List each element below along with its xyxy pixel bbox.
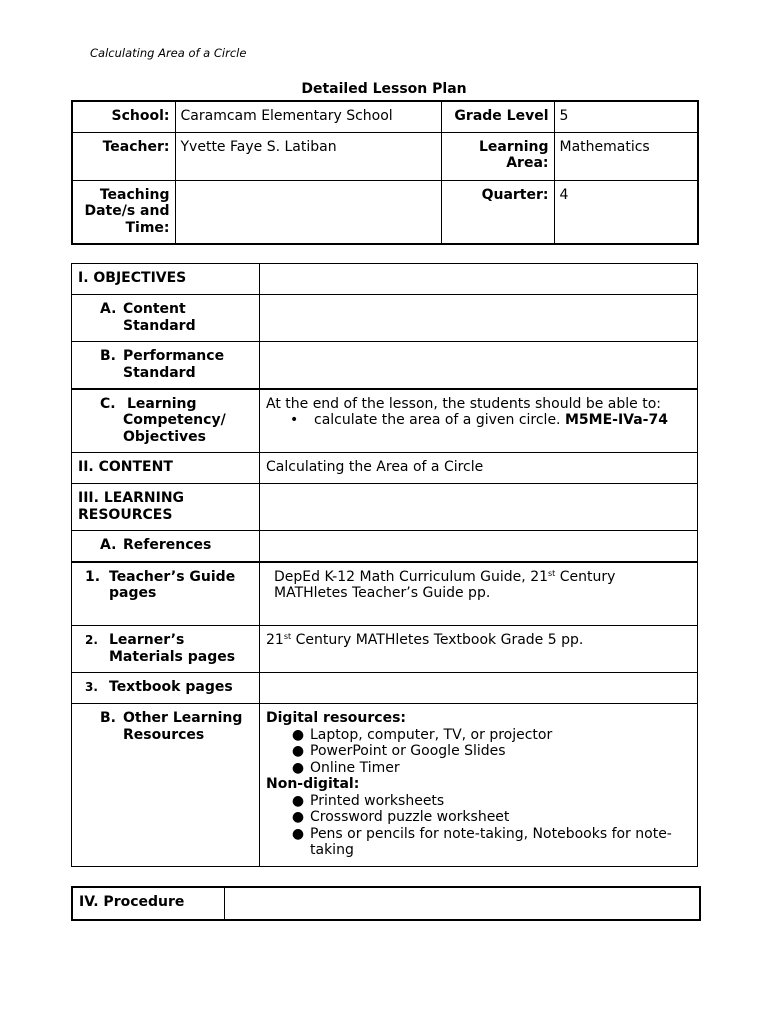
other-resources-line-2: Resources bbox=[123, 726, 205, 743]
objectives-heading: I. OBJECTIVES bbox=[72, 264, 260, 295]
list-item: ● Pens or pencils for note-taking, Notebooks for note-taking bbox=[286, 826, 691, 859]
teaching-date-label-line-1: Teaching bbox=[99, 186, 170, 203]
content-standard-value bbox=[260, 295, 698, 342]
objectives-value bbox=[260, 264, 698, 295]
references-marker: A. bbox=[100, 537, 117, 553]
list-item: ● Printed worksheets bbox=[286, 793, 691, 810]
bullet-icon: ● bbox=[291, 726, 305, 743]
competency-code: M5ME-IVa-74 bbox=[564, 412, 668, 428]
list-item: ● PowerPoint or Google Slides bbox=[286, 743, 691, 760]
learning-resources-heading bbox=[72, 484, 260, 531]
learners-materials-marker: 2. bbox=[85, 633, 98, 647]
bullet-icon: ● bbox=[291, 743, 305, 759]
learning-competency-value bbox=[260, 389, 698, 453]
learners-materials-line-1: Learner’s bbox=[109, 632, 185, 648]
other-resources-line-1: Other Learning bbox=[123, 710, 243, 726]
bullet-icon: ● bbox=[291, 825, 305, 842]
learning-competency-label bbox=[72, 389, 260, 453]
references-text: References bbox=[123, 537, 212, 553]
learning-resources-value bbox=[260, 484, 698, 531]
learners-materials-label bbox=[72, 626, 260, 673]
grade-level-value: 5 bbox=[554, 101, 698, 132]
learning-competency-marker: C. bbox=[100, 395, 116, 412]
learners-materials-value-b: Century MATHletes Textbook Grade 5 pp. bbox=[291, 632, 584, 648]
bullet-icon: ● bbox=[291, 759, 305, 776]
learners-materials-value bbox=[260, 626, 698, 673]
document-title: Detailed Lesson Plan bbox=[301, 81, 467, 97]
procedure-heading: IV. Procedure bbox=[72, 887, 224, 920]
digital-resources-list bbox=[266, 727, 691, 777]
learners-materials-value-a: 21 bbox=[266, 632, 284, 648]
learners-materials-value-sup: st bbox=[283, 632, 292, 641]
references-label bbox=[72, 531, 260, 562]
bullet-icon: ● bbox=[291, 792, 305, 809]
textbook-pages-label bbox=[72, 673, 260, 704]
teachers-guide-label bbox=[72, 562, 260, 626]
teachers-guide-line-2: pages bbox=[109, 585, 157, 601]
content-heading: II. CONTENT bbox=[72, 453, 260, 484]
learners-materials-line-2: Materials pages bbox=[109, 648, 236, 665]
lesson-info-table bbox=[71, 100, 699, 245]
other-resources-label bbox=[72, 704, 260, 867]
teachers-guide-value bbox=[260, 562, 698, 626]
teachers-guide-marker: 1. bbox=[85, 568, 101, 585]
content-value: Calculating the Area of a Circle bbox=[260, 453, 698, 484]
teachers-guide-value-sup: st bbox=[548, 568, 556, 578]
performance-standard-marker: B. bbox=[100, 348, 116, 364]
performance-standard-line-1: Performance bbox=[123, 348, 225, 364]
teachers-guide-value-b: Century bbox=[555, 568, 616, 585]
teacher-label: Teacher: bbox=[72, 132, 175, 180]
list-item: ● Laptop, computer, TV, or projector bbox=[286, 727, 691, 744]
learning-area-value: Mathematics bbox=[554, 132, 698, 180]
learning-competency-line-2: Competency/ bbox=[123, 412, 226, 428]
teaching-date-label-line-2: Date/s and bbox=[84, 203, 170, 219]
procedure-table bbox=[71, 886, 701, 921]
non-digital-list bbox=[266, 793, 691, 859]
content-standard-line-1: Content bbox=[123, 301, 186, 317]
non-digital-heading: Non-digital: bbox=[266, 776, 360, 792]
school-label: School: bbox=[72, 101, 175, 132]
other-resources-marker: B. bbox=[100, 710, 116, 726]
list-item: ● Crossword puzzle worksheet bbox=[286, 809, 691, 826]
learning-area-label-line-2: Area: bbox=[506, 155, 549, 171]
content-standard-marker: A. bbox=[100, 301, 117, 317]
teaching-date-label-line-3: Time: bbox=[125, 219, 170, 236]
running-header: Calculating Area of a Circle bbox=[90, 46, 247, 60]
learning-area-label-line-1: Learning bbox=[478, 138, 549, 155]
digital-resources-heading: Digital resources: bbox=[266, 710, 406, 726]
textbook-pages-marker: 3. bbox=[85, 680, 98, 694]
content-standard-line-2: Standard bbox=[123, 317, 196, 334]
bullet-icon: • bbox=[290, 412, 299, 428]
grade-level-label: Grade Level bbox=[441, 101, 554, 132]
school-value: Caramcam Elementary School bbox=[175, 101, 441, 132]
learning-competency-objective: calculate the area of a given circle. bbox=[314, 412, 561, 428]
textbook-pages-value bbox=[260, 673, 698, 704]
quarter-value: 4 bbox=[554, 180, 698, 244]
performance-standard-value bbox=[260, 342, 698, 389]
list-item: ● Online Timer bbox=[286, 760, 691, 777]
teaching-date-value bbox=[175, 180, 441, 244]
teaching-date-label bbox=[72, 180, 175, 244]
learning-resources-line-1: III. LEARNING bbox=[78, 490, 185, 506]
procedure-value bbox=[224, 887, 700, 920]
teachers-guide-line-1: Teacher’s Guide bbox=[109, 568, 236, 585]
textbook-pages-text: Textbook pages bbox=[109, 679, 233, 695]
bullet-icon: ● bbox=[291, 809, 305, 825]
teachers-guide-value-a: DepEd K-12 Math Curriculum Guide, 21 bbox=[274, 568, 549, 585]
references-value bbox=[260, 531, 698, 562]
performance-standard-label bbox=[72, 342, 260, 389]
learning-competency-line-1: Learning bbox=[127, 395, 197, 412]
learning-competency-line-3: Objectives bbox=[123, 428, 206, 445]
content-standard-label bbox=[72, 295, 260, 342]
quarter-label: Quarter: bbox=[441, 180, 554, 244]
learning-competency-intro: At the end of the lesson, the students should be able to: bbox=[266, 395, 661, 412]
learning-resources-line-2: RESOURCES bbox=[78, 506, 173, 523]
performance-standard-line-2: Standard bbox=[123, 364, 196, 381]
lesson-plan-table bbox=[71, 263, 698, 867]
learning-area-label bbox=[441, 132, 554, 180]
other-resources-value bbox=[260, 704, 698, 867]
teacher-value: Yvette Faye S. Latiban bbox=[175, 132, 441, 180]
teachers-guide-value-c: MATHletes Teacher’s Guide pp. bbox=[274, 585, 491, 601]
